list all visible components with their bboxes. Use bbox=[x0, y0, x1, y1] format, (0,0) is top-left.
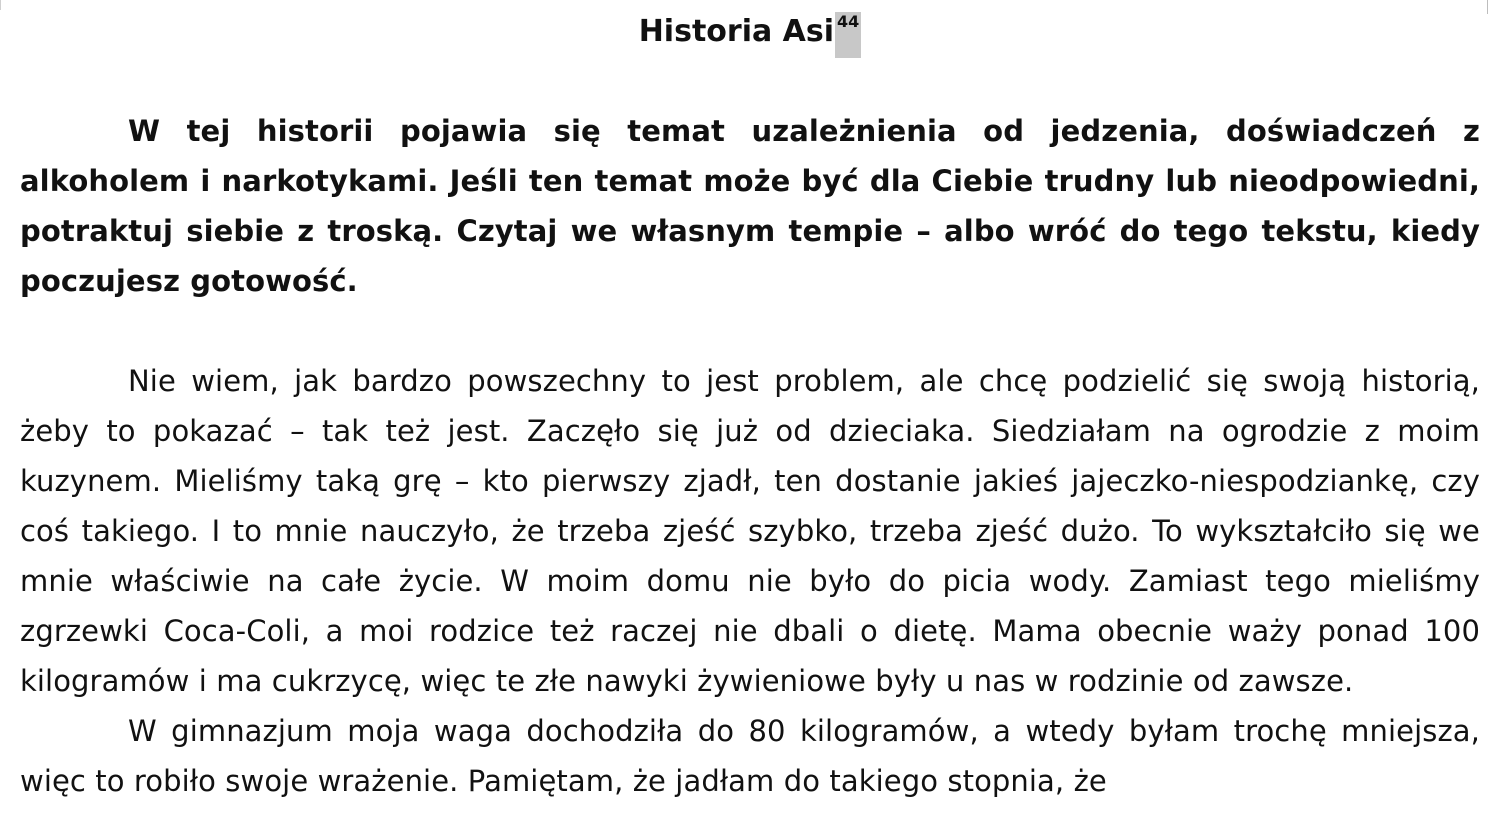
story-paragraph-2: W gimnazjum moja waga dochodziła do 80 kilogramów, a wtedy byłam trochę mniejsza, więc to robiło swoje wrażenie. Pamiętam, że jadłam do takiego stopnia, że bbox=[20, 714, 1480, 798]
content-warning-paragraph: W tej historii pojawia się temat uzależnienia od jedzenia, doświadczeń z alkoholem i narkotykami. Jeśli ten temat może być dla Ciebie trudny lub nieodpowiedni, potraktuj siebie z troską. Czytaj we własnym tempie – albo wróć do tego tekstu, kiedy poczujesz gotowość. bbox=[20, 114, 1480, 298]
document-body bbox=[20, 106, 1480, 806]
document-title bbox=[0, 10, 1500, 58]
footnote-reference[interactable]: 44 bbox=[835, 12, 861, 58]
story-paragraph-1: Nie wiem, jak bardzo powszechny to jest problem, ale chcę podzielić się swoją historią, żeby to pokazać – tak też jest. Zaczęło się już od dzieciaka. Siedziałam na ogrodzie z moim kuzynem. Mieliśmy taką grę – kto pierwszy zjadł, ten dostanie jakieś jajeczko-niespodziankę, czy coś takiego. I to mnie nauczyło, że trzeba zjeść szybko, trzeba zjeść dużo. To wykształciło się we mnie właściwie na całe życie. W moim domu nie było do picia wody. Zamiast tego mieliśmy zgrzewki Coca-Coli, a moi rodzice też raczej nie dbali o dietę. Mama obecnie waży ponad 100 kilogramów i ma cukrzycę, więc te złe nawyki żywieniowe były u nas w rodzinie od zawsze. bbox=[20, 364, 1480, 698]
page-edge-left bbox=[0, 0, 1, 10]
document-title-text: Historia Asi bbox=[638, 14, 835, 49]
